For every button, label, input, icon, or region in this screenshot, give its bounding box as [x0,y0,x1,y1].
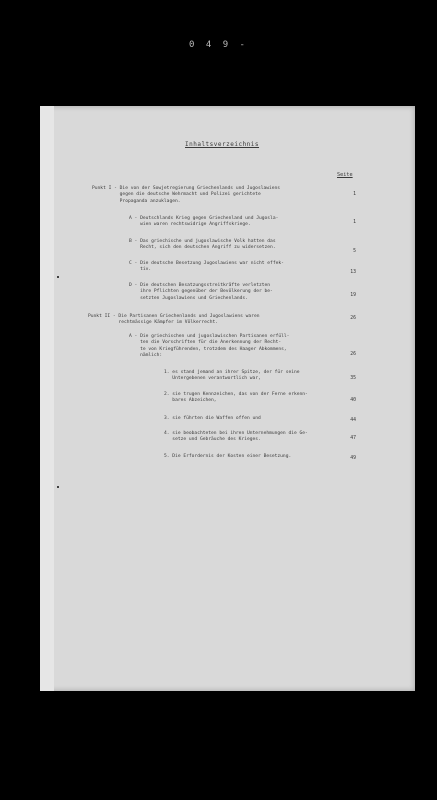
frame-number: 0 4 9 - [189,40,248,50]
toc-page-number: 13 [350,270,356,275]
punch-hole-mark [57,486,59,488]
toc-page-number: 35 [350,376,356,381]
toc-entry: 5. Die Erfordernis der Kosten einer Besetzung. [164,454,292,459]
toc-page-number: 47 [350,436,356,441]
punch-hole-mark [57,276,59,278]
toc-entry: C - Die deutsche Besetzung Jugoslawiens war nicht effek- tiv. [129,261,284,273]
toc-entry: Punkt I - Die von der Sowjetregierung Griechenlands und Jugoslawiens gegen die deutsche Wehrmacht und Polizei gerichtete Propaganda anzuklagen. [92,186,281,204]
page-column-label: Seite [337,172,353,178]
toc-entry: A - Deutschlands Krieg gegen Griechenland und Jugosla- wien waren rechtswidrige Angriffskriege. [129,216,279,228]
toc-entry: 4. sie beobachteten bei ihren Unternehmungen die Ge- setze und Gebräuche des Krieges. [164,431,308,443]
toc-entry: 3. sie führten die Waffen offen und [164,416,261,421]
toc-page-number: 19 [350,293,356,298]
toc-entry: Punkt II - Die Partisanen Griechenlands und Jugoslawiens waren rechtmässige Kämpfer im Völkerrecht. [88,314,260,326]
toc-page-number: 26 [350,316,356,321]
toc-page-number: 49 [350,456,356,461]
toc-entry: 1. es stand jemand an ihrer Spitze, der für seine Untergebenen verantwortlich war, [164,370,300,382]
toc-entry: B - Das griechische und jugoslawische Volk hatten das Recht, sich den deutschen Angriff zu widersetzen. [129,239,276,251]
document-page [40,106,415,691]
toc-page-number: 5 [353,249,356,254]
toc-page-number: 1 [353,220,356,225]
toc-page-number: 40 [350,398,356,403]
toc-entry: D - Die deutschen Besatzungsstreitkräfte verletzten ihre Pflichten gegenüber der Bevölkerung der be- setzten Jugoslawiens und Griechenlands. [129,283,273,301]
toc-page-number: 26 [350,352,356,357]
toc-page-number: 1 [353,192,356,197]
toc-page-number: 44 [350,418,356,423]
page-title: Inhaltsverzeichnis [185,141,260,148]
toc-entry: 2. sie trugen Kennzeichen, das von der Ferne erkenn- bares Abzeichen, [164,392,308,404]
toc-entry: A - Die griechischen und jugoslawischen Partisanen erfüll- ten die Vorschriften für die Anerkennung der Recht- te von Kriegführenden, trotzdem des Haager Abkommens, nämlich: [129,334,290,359]
